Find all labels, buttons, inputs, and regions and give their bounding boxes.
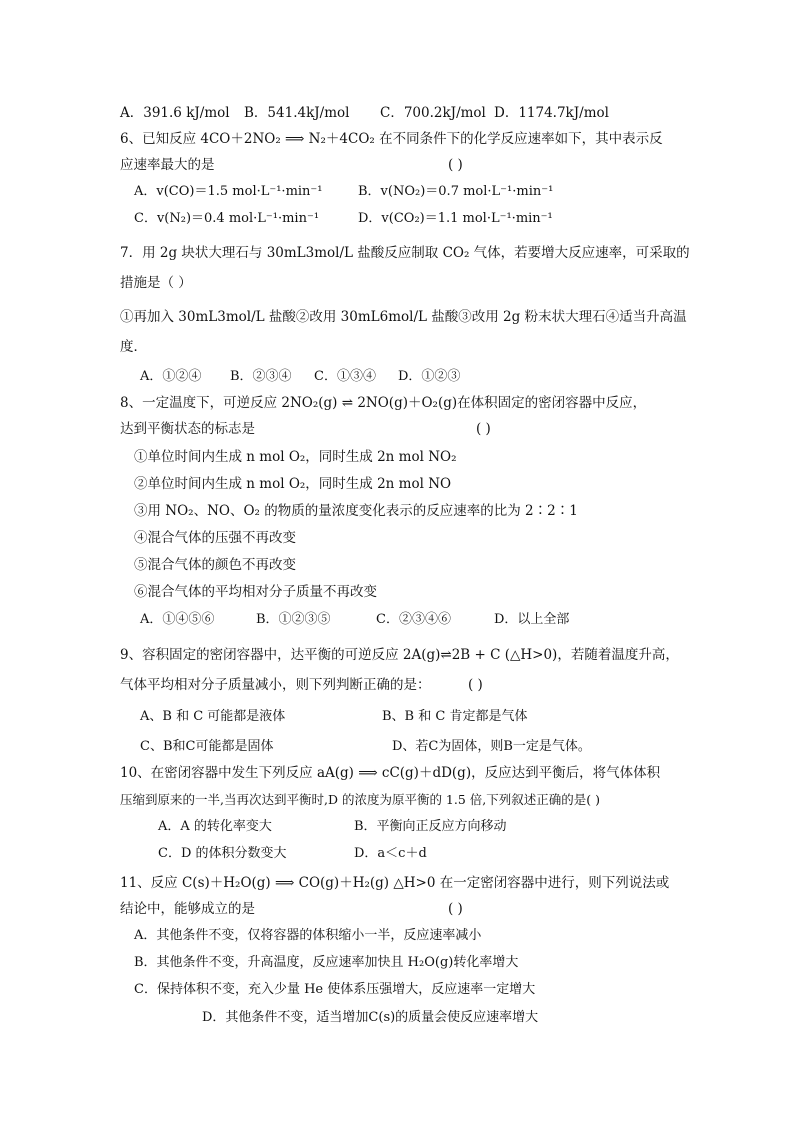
q11-stem-line1: 11、反应 C(s)＋H₂O(g) ⟹ CO(g)＋H₂(g) △H>0 在一定密闭容器中进行，则下列说法或 [120,875,670,891]
q11-option-d: D．其他条件不变，适当增加C(s)的质量会使反应速率增大 [202,1010,539,1025]
q8-stem-line2: 达到平衡状态的标志是 [120,421,255,437]
q10-option-a: A．A 的转化率变大 [158,819,272,834]
q9-stem-line2: 气体平均相对分子质量减小，则下列判断正确的是： [120,677,431,693]
q8-option-c: C．②③④⑥ [376,612,451,627]
q6-answer-paren: ( ) [448,157,463,173]
q6-option-d: D．v(CO₂)＝1.1 mol·L⁻¹·min⁻¹ [358,211,553,226]
q5-option-d: D．1174.7kJ/mol [494,105,609,121]
q7-option-a: A．①②④ [140,369,202,384]
q6-option-c: C．v(N₂)＝0.4 mol·L⁻¹·min⁻¹ [134,211,320,226]
q7-option-c: C．①③④ [314,369,376,384]
q10-stem-line1: 10、在密闭容器中发生下列反应 aA(g) ⟹ cC(g)＋dD(g)，反应达到平衡后，将气体体积 [120,765,661,781]
q8-item-6: ⑥混合气体的平均相对分子质量不再改变 [134,584,377,600]
q11-stem-line2: 结论中，能够成立的是 [120,901,255,917]
q5-option-a: A．391.6 kJ/mol [120,105,230,121]
q8-item-1: ①单位时间内生成 n mol O₂，同时生成 2n mol NO₂ [134,449,457,465]
q8-item-5: ⑤混合气体的颜色不再改变 [134,557,296,573]
q9-option-a: A、B 和 C 可能都是液体 [140,709,286,724]
q8-item-3: ③用 NO₂、NO、O₂ 的物质的量浓度变化表示的反应速率的比为 2∶2∶1 [134,503,578,519]
q7-stem-line1: 7．用 2g 块状大理石与 30mL3mol/L 盐酸反应制取 CO₂ 气体，若要增大反应速率，可采取的 [120,245,690,261]
q10-stem-line2: 压缩到原来的一半,当再次达到平衡时,D 的浓度为原平衡的 1.5 倍,下列叙述正确的是( ) [120,792,600,807]
q9-answer-paren: ( ) [468,677,483,693]
q7-stem-line4: 度． [120,339,147,355]
q8-item-4: ④混合气体的压强不再改变 [134,530,296,546]
q8-option-b: B．①②③⑤ [256,612,331,627]
q8-stem-line1: 8、一定温度下，可逆反应 2NO₂(g) ⇌ 2NO(g)＋O₂(g)在体积固定的密闭容器中反应， [120,395,647,411]
q11-option-c: C．保持体积不变，充入少量 He 使体系压强增大，反应速率一定增大 [134,982,536,997]
q8-option-d: D．以上全部 [494,612,570,627]
q5-option-b: B．541.4kJ/mol [244,105,350,121]
q8-option-a: A．①④⑤⑥ [140,612,215,627]
q10-option-b: B．平衡向正反应方向移动 [354,819,507,834]
q9-option-d: D、若C为固体，则B一定是气体。 [392,739,591,754]
q8-answer-paren: ( ) [476,421,491,437]
q9-option-c: C、B和C可能都是固体 [140,739,274,754]
q5-option-c: C．700.2kJ/mol [380,105,486,121]
q9-option-b: B、B 和 C 肯定都是气体 [382,709,528,724]
q7-option-d: D．①②③ [398,369,461,384]
q7-stem-line3: ①再加入 30mL3mol/L 盐酸②改用 30mL6mol/L 盐酸③改用 2g 粉末状大理石④适当升高温 [120,309,687,325]
q11-option-b: B．其他条件不变，升高温度，反应速率加快且 H₂O(g)转化率增大 [134,955,519,970]
q6-stem-line1: 6、已知反应 4CO＋2NO₂ ⟹ N₂＋4CO₂ 在不同条件下的化学反应速率如下，其中表示反 [120,131,663,147]
q6-option-b: B．v(NO₂)＝0.7 mol·L⁻¹·min⁻¹ [358,184,554,199]
q8-item-2: ②单位时间内生成 n mol O₂，同时生成 2n mol NO [134,476,452,492]
q6-stem-line2: 应速率最大的是 [120,157,215,173]
q7-stem-line2: 措施是（ ） [120,275,192,291]
q7-option-b: B．②③④ [230,369,292,384]
q11-option-a: A．其他条件不变，仅将容器的体积缩小一半，反应速率减小 [134,928,482,943]
q10-option-c: C．D 的体积分数变大 [158,846,287,861]
q9-stem-line1: 9、容积固定的密闭容器中，达平衡的可逆反应 2A(g)⇌2B + C (△H>0)，若随着温度升高， [120,647,679,663]
q10-option-d: D．a＜c＋d [354,846,427,861]
q6-option-a: A．v(CO)＝1.5 mol·L⁻¹·min⁻¹ [134,184,323,199]
q11-answer-paren: ( ) [448,901,463,917]
